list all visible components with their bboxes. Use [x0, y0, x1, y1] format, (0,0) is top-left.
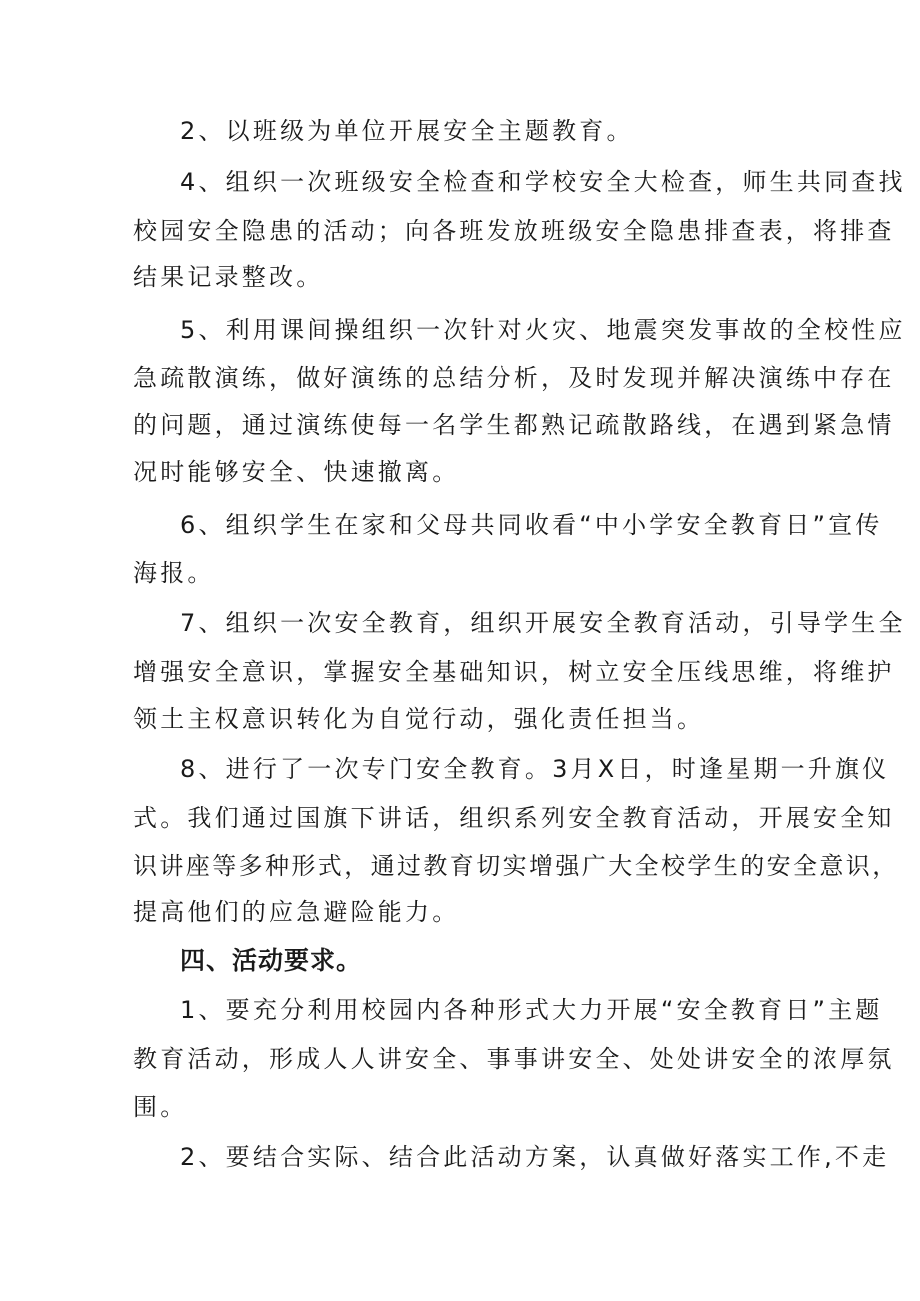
paragraph-line: 的问题，通过演练使每一名学生都熟记疏散路线，在遇到紧急情	[133, 411, 895, 439]
paragraph-line: 1、要充分利用校园内各种形式大力开展“安全教育日”主题	[180, 996, 883, 1024]
paragraph-line: 2、以班级为单位开展安全主题教育。	[180, 117, 634, 145]
paragraph-line: 6、组织学生在家和父母共同收看“中小学安全教育日”宣传	[180, 511, 883, 539]
paragraph-line: 结果记录整改。	[133, 263, 324, 291]
paragraph-line: 式。我们通过国旗下讲话，组织系列安全教育活动，开展安全知	[133, 804, 895, 832]
paragraph-line: 急疏散演练，做好演练的总结分析，及时发现并解决演练中存在	[133, 364, 895, 392]
paragraph-line: 8、进行了一次专门安全教育。3月X日，时逢星期一升旗仪	[180, 755, 890, 783]
paragraph-line: 7、组织一次安全教育，组织开展安全教育活动，引导学生全	[180, 609, 906, 637]
paragraph-line: 海报。	[133, 559, 215, 587]
paragraph-line: 领土主权意识转化为自觉行动，强化责任担当。	[133, 705, 705, 733]
section-heading: 四、活动要求。	[180, 946, 363, 975]
paragraph-line: 2、要结合实际、结合此活动方案，认真做好落实工作,不走	[180, 1143, 890, 1171]
paragraph-line: 校园安全隐患的活动；向各班发放班级安全隐患排查表，将排查	[133, 217, 895, 245]
paragraph-line: 5、利用课间操组织一次针对火灾、地震突发事故的全校性应	[180, 316, 906, 344]
paragraph-line: 增强安全意识，掌握安全基础知识，树立安全压线思维，将维护	[133, 658, 895, 686]
paragraph-line: 4、组织一次班级安全检查和学校安全大检查，师生共同查找	[180, 168, 906, 196]
paragraph-line: 况时能够安全、快速撤离。	[133, 458, 460, 486]
paragraph-line: 识讲座等多种形式，通过教育切实增强广大全校学生的安全意识，	[133, 852, 899, 880]
paragraph-line: 教育活动，形成人人讲安全、事事讲安全、处处讲安全的浓厚氛	[133, 1045, 895, 1073]
paragraph-line: 提高他们的应急避险能力。	[133, 898, 460, 926]
paragraph-line: 围。	[133, 1093, 188, 1121]
